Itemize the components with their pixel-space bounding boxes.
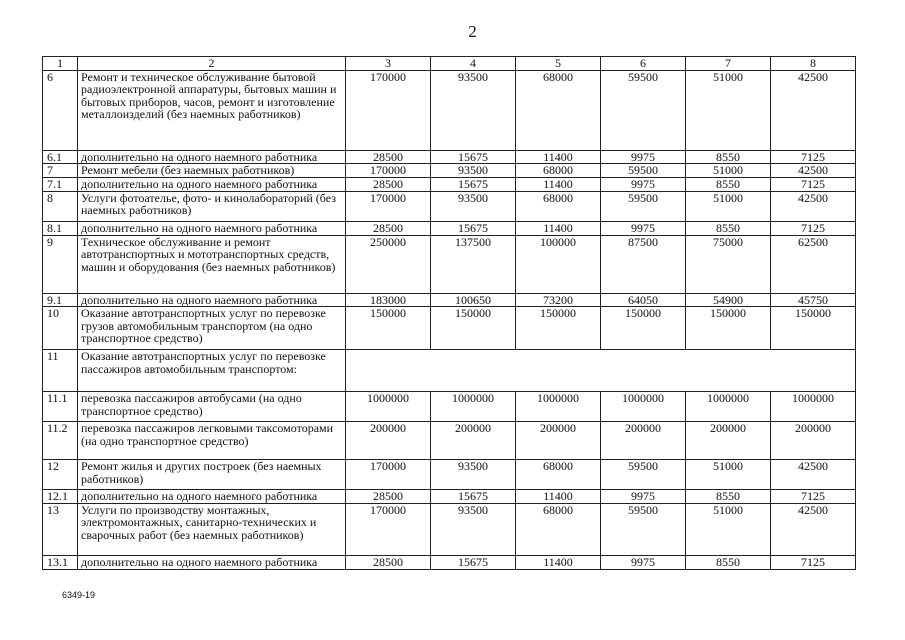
value-cell: 73200 [516, 293, 601, 307]
value-cell: 137500 [431, 235, 516, 293]
value-cell: 28500 [346, 555, 431, 569]
row-number: 7.1 [43, 178, 78, 192]
value-cell: 15675 [431, 150, 516, 164]
value-cell: 8550 [686, 221, 771, 235]
row-number: 10 [43, 307, 78, 350]
value-cell: 51000 [686, 503, 771, 555]
value-cell: 9975 [601, 178, 686, 192]
value-cell: 15675 [431, 221, 516, 235]
value-cell: 59500 [601, 191, 686, 221]
value-cell: 28500 [346, 221, 431, 235]
value-cell: 170000 [346, 164, 431, 178]
value-cell: 93500 [431, 70, 516, 150]
value-cell: 68000 [516, 164, 601, 178]
value-cell: 170000 [346, 460, 431, 490]
value-cell: 42500 [771, 460, 856, 490]
row-description: Техническое обслуживание и ремонт автотранспортных и мототранспортных средств, машин и оборудования (без наемных работников) [78, 235, 346, 293]
row-number: 8.1 [43, 221, 78, 235]
value-cell: 1000000 [771, 392, 856, 422]
row-description: дополнительно на одного наемного работника [78, 178, 346, 192]
value-cell: 93500 [431, 164, 516, 178]
table-row [43, 178, 856, 192]
value-cell: 51000 [686, 70, 771, 150]
row-number: 11 [43, 350, 78, 392]
value-cell: 87500 [601, 235, 686, 293]
column-header: 8 [771, 57, 856, 71]
row-description: Ремонт мебели (без наемных работников) [78, 164, 346, 178]
value-cell: 59500 [601, 70, 686, 150]
value-cell: 42500 [771, 164, 856, 178]
row-description: Ремонт и техническое обслуживание бытовой радиоэлектронной аппаратуры, бытовых машин и бытовых приборов, часов, ремонт и изготовление металлоизделий (без наемных работников) [78, 70, 346, 150]
table-row [43, 221, 856, 235]
row-description: Услуги по производству монтажных, электромонтажных, санитарно-технических и сварочных работ (без наемных работников) [78, 503, 346, 555]
value-cell: 68000 [516, 503, 601, 555]
value-cell: 15675 [431, 490, 516, 504]
header-row [43, 57, 856, 71]
value-cell: 51000 [686, 164, 771, 178]
row-number: 8 [43, 191, 78, 221]
value-cell: 7125 [771, 178, 856, 192]
row-description: перевозка пассажиров автобусами (на одно транспортное средство) [78, 392, 346, 422]
row-number: 12.1 [43, 490, 78, 504]
value-cell: 7125 [771, 555, 856, 569]
value-cell: 11400 [516, 150, 601, 164]
value-cell: 200000 [516, 422, 601, 460]
value-cell: 62500 [771, 235, 856, 293]
value-cell: 9975 [601, 490, 686, 504]
row-description: Услуги фотоателье, фото- и кинолабораторий (без наемных работников) [78, 191, 346, 221]
value-cell: 150000 [431, 307, 516, 350]
value-cell: 11400 [516, 221, 601, 235]
table-row [43, 490, 856, 504]
value-cell: 200000 [601, 422, 686, 460]
column-header: 5 [516, 57, 601, 71]
value-cell: 150000 [601, 307, 686, 350]
value-cell: 150000 [771, 307, 856, 350]
value-cell: 200000 [431, 422, 516, 460]
value-cell: 8550 [686, 150, 771, 164]
value-cell: 9975 [601, 221, 686, 235]
value-cell: 11400 [516, 178, 601, 192]
table-row [43, 293, 856, 307]
value-cell: 51000 [686, 460, 771, 490]
table-row [43, 70, 856, 150]
value-cell: 68000 [516, 191, 601, 221]
value-cell: 93500 [431, 460, 516, 490]
value-cell: 100000 [516, 235, 601, 293]
value-cell: 170000 [346, 70, 431, 150]
value-cell: 150000 [686, 307, 771, 350]
value-cell: 183000 [346, 293, 431, 307]
row-number: 13.1 [43, 555, 78, 569]
value-cell: 93500 [431, 503, 516, 555]
row-number: 7 [43, 164, 78, 178]
row-description: дополнительно на одного наемного работника [78, 293, 346, 307]
value-cell: 1000000 [431, 392, 516, 422]
value-cell: 51000 [686, 191, 771, 221]
table-row [43, 555, 856, 569]
row-number: 9.1 [43, 293, 78, 307]
value-cell: 15675 [431, 178, 516, 192]
value-cell: 59500 [601, 503, 686, 555]
value-cell: 93500 [431, 191, 516, 221]
table-row [43, 235, 856, 293]
column-header: 2 [78, 57, 346, 71]
table-row [43, 164, 856, 178]
row-description: Оказание автотранспортных услуг по перевозке пассажиров автомобильным транспортом: [78, 350, 346, 392]
value-cell: 200000 [771, 422, 856, 460]
value-cell: 7125 [771, 221, 856, 235]
table-row [43, 350, 856, 392]
value-cell: 200000 [346, 422, 431, 460]
value-cell: 42500 [771, 503, 856, 555]
row-number: 6.1 [43, 150, 78, 164]
value-cell: 1000000 [601, 392, 686, 422]
empty-value-cell [346, 350, 856, 392]
row-number: 6 [43, 70, 78, 150]
row-number: 13 [43, 503, 78, 555]
value-cell: 15675 [431, 555, 516, 569]
row-description: Оказание автотранспортных услуг по перевозке грузов автомобильным транспортом (на одно транспортное средство) [78, 307, 346, 350]
row-description: дополнительно на одного наемного работника [78, 555, 346, 569]
value-cell: 8550 [686, 490, 771, 504]
table-row [43, 503, 856, 555]
table-row [43, 307, 856, 350]
value-cell: 28500 [346, 150, 431, 164]
document-code: 6349-19 [62, 590, 96, 600]
table-row [43, 150, 856, 164]
value-cell: 150000 [346, 307, 431, 350]
value-cell: 28500 [346, 178, 431, 192]
value-cell: 68000 [516, 70, 601, 150]
value-cell: 9975 [601, 555, 686, 569]
value-cell: 59500 [601, 164, 686, 178]
value-cell: 250000 [346, 235, 431, 293]
value-cell: 170000 [346, 503, 431, 555]
table-row [43, 422, 856, 460]
row-description: дополнительно на одного наемного работника [78, 221, 346, 235]
value-cell: 28500 [346, 490, 431, 504]
value-cell: 170000 [346, 191, 431, 221]
value-cell: 200000 [686, 422, 771, 460]
value-cell: 1000000 [346, 392, 431, 422]
row-number: 11.1 [43, 392, 78, 422]
column-header: 7 [686, 57, 771, 71]
value-cell: 7125 [771, 490, 856, 504]
row-description: Ремонт жилья и других построек (без наемных работников) [78, 460, 346, 490]
value-cell: 11400 [516, 490, 601, 504]
value-cell: 11400 [516, 555, 601, 569]
tariff-table [42, 56, 856, 570]
value-cell: 1000000 [686, 392, 771, 422]
value-cell: 100650 [431, 293, 516, 307]
column-header: 6 [601, 57, 686, 71]
row-number: 11.2 [43, 422, 78, 460]
value-cell: 9975 [601, 150, 686, 164]
table-row [43, 460, 856, 490]
value-cell: 54900 [686, 293, 771, 307]
value-cell: 7125 [771, 150, 856, 164]
value-cell: 59500 [601, 460, 686, 490]
row-description: перевозка пассажиров легковыми таксомоторами (на одно транспортное средство) [78, 422, 346, 460]
value-cell: 42500 [771, 70, 856, 150]
column-header: 4 [431, 57, 516, 71]
value-cell: 75000 [686, 235, 771, 293]
value-cell: 8550 [686, 555, 771, 569]
column-header: 1 [43, 57, 78, 71]
row-number: 12 [43, 460, 78, 490]
value-cell: 64050 [601, 293, 686, 307]
table-row [43, 392, 856, 422]
column-header: 3 [346, 57, 431, 71]
value-cell: 8550 [686, 178, 771, 192]
value-cell: 42500 [771, 191, 856, 221]
row-description: дополнительно на одного наемного работника [78, 490, 346, 504]
page-number: 2 [468, 22, 477, 41]
value-cell: 1000000 [516, 392, 601, 422]
value-cell: 45750 [771, 293, 856, 307]
row-description: дополнительно на одного наемного работника [78, 150, 346, 164]
value-cell: 68000 [516, 460, 601, 490]
value-cell: 150000 [516, 307, 601, 350]
table-row [43, 191, 856, 221]
row-number: 9 [43, 235, 78, 293]
